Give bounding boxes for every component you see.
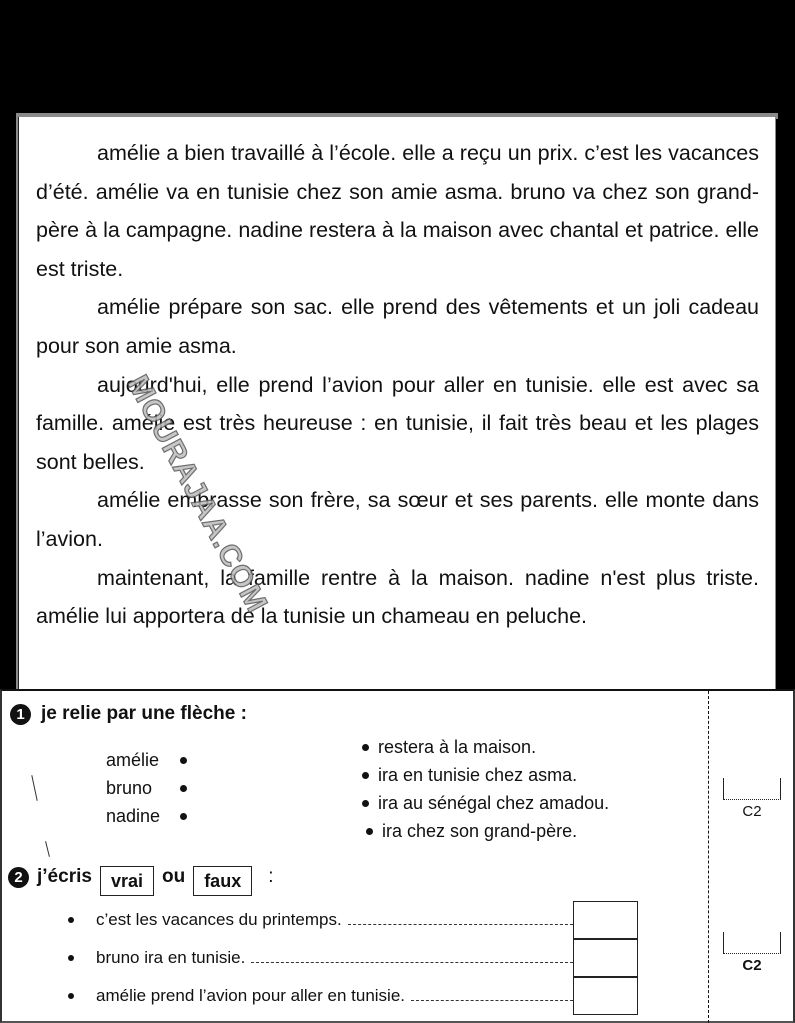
dotted-leader	[348, 924, 573, 925]
statement-row: c’est les vacances du printemps.	[68, 901, 638, 939]
passage-paragraph-3: aujourd'hui, elle prend l’avion pour aller en tunisie. elle est avec sa famille. amélie est très heureuse : en tunisie, il fait très beau et les plages sont belles.	[36, 372, 759, 474]
scan-mark	[31, 775, 37, 801]
passage-paragraph-2: amélie prépare son sac. elle prend des vêtements et un joli cadeau pour son amie asma.	[36, 295, 759, 358]
dotted-leader	[251, 962, 573, 963]
bullet-icon	[68, 993, 74, 999]
score-label-exercise-2: C2	[742, 957, 762, 974]
connector-dot-icon[interactable]	[362, 744, 369, 751]
reading-passage-frame	[16, 113, 778, 691]
score-box-exercise-2[interactable]	[723, 932, 781, 954]
connector-dot-icon[interactable]	[366, 828, 373, 835]
score-column-divider	[708, 691, 709, 1023]
connector-word: ou	[161, 866, 186, 887]
vrai-label-box: vrai	[100, 866, 154, 896]
passage-paragraph-1: amélie a bien travaillé à l’école. elle a reçu un prix. c’est les vacances d’été. amélie va en tunisie chez son amie asma. bruno va chez son grand-père à la campagne. nadine restera à la maison avec chantal et patrice. elle est triste.	[36, 141, 759, 281]
bullet-icon	[68, 955, 74, 961]
name-item-amelie: amélie	[106, 746, 187, 774]
exercise-1-title: je relie par une flèche :	[41, 703, 247, 724]
frame-shadow	[776, 119, 784, 691]
scan-mark	[45, 841, 50, 857]
number-2-badge-icon: 2	[8, 867, 29, 888]
reading-passage	[18, 117, 775, 691]
bullet-icon	[68, 917, 74, 923]
name-column	[106, 746, 187, 830]
name-item-bruno: bruno	[106, 774, 187, 802]
exercise-panel	[0, 689, 795, 1023]
score-box-exercise-1[interactable]	[723, 778, 781, 800]
connector-dot-icon[interactable]	[180, 813, 187, 820]
choice-item: ira au sénégal chez amadou.	[362, 789, 609, 817]
exercise-1-heading	[10, 703, 247, 725]
answer-box-2[interactable]	[573, 939, 638, 977]
statement-row: bruno ira en tunisie.	[68, 939, 638, 977]
exercise-2-heading	[8, 858, 273, 896]
choice-item: ira chez son grand-père.	[362, 817, 609, 845]
connector-dot-icon[interactable]	[362, 800, 369, 807]
name-item-nadine: nadine	[106, 802, 187, 830]
colon: :	[268, 866, 274, 887]
choice-column	[362, 733, 609, 845]
number-1-badge-icon: 1	[10, 704, 31, 725]
passage-paragraph-5: maintenant, la famille rentre à la maison. nadine n'est plus triste. amélie lui apportera de la tunisie un chameau en peluche.	[36, 565, 759, 629]
dotted-leader	[411, 1000, 573, 1001]
choice-item: ira en tunisie chez asma.	[362, 761, 609, 789]
connector-dot-icon[interactable]	[180, 757, 187, 764]
score-label-exercise-1: C2	[742, 803, 762, 820]
connector-dot-icon[interactable]	[362, 772, 369, 779]
faux-label-box: faux	[193, 866, 252, 896]
exercise-2-title: j’écris	[37, 866, 92, 887]
passage-paragraph-4: amélie embrasse son frère, sa sœur et ses parents. elle monte dans l’avion.	[36, 488, 759, 551]
statement-row: amélie prend l’avion pour aller en tunisie.	[68, 977, 638, 1015]
choice-item: restera à la maison.	[362, 733, 609, 761]
answer-box-1[interactable]	[573, 901, 638, 939]
answer-box-3[interactable]	[573, 977, 638, 1015]
connector-dot-icon[interactable]	[180, 785, 187, 792]
watermark: MOURAJAA.COM	[120, 370, 274, 619]
